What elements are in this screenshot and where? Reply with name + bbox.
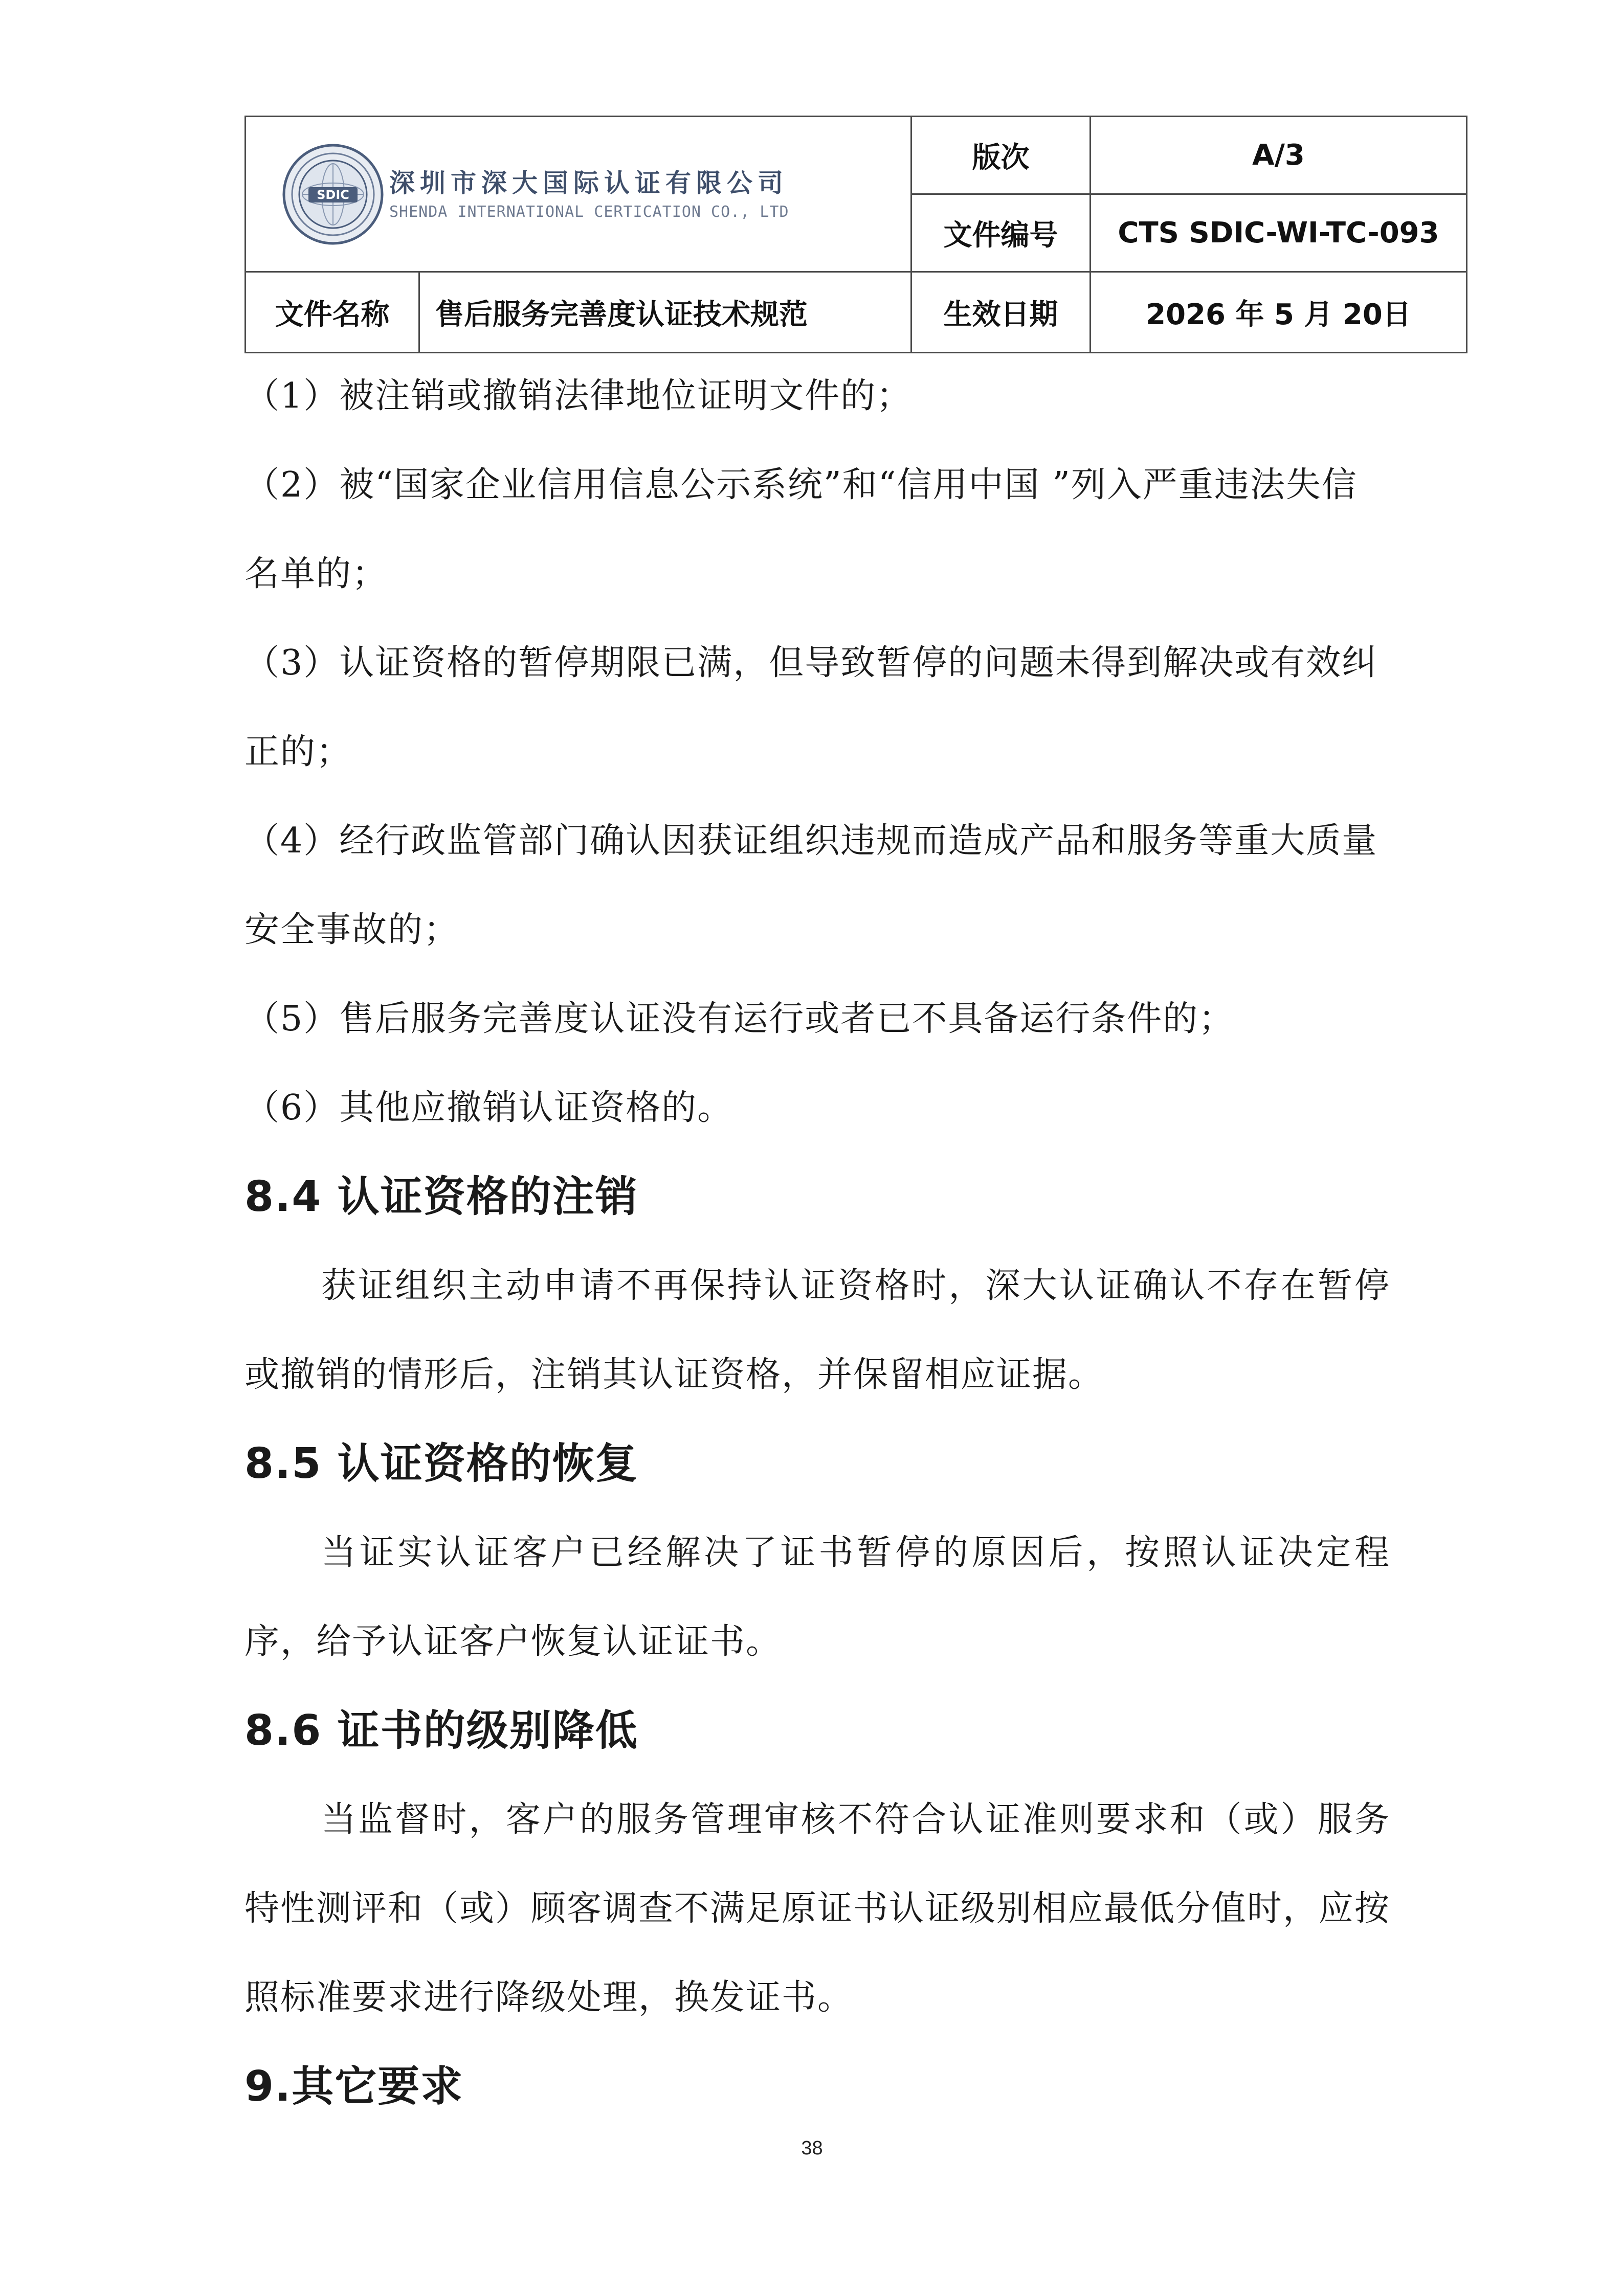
effective-date-label: 生效日期 [911,272,1091,353]
document-header-table [244,116,1467,353]
list-item: （6）其他应撤销认证资格的。 [244,1088,733,1128]
list-item: （1）被注销或撤销法律地位证明文件的； [244,376,913,416]
company-logo [246,143,910,245]
section-heading-8-4: 8.4 认证资格的注销 [244,1173,638,1221]
section-heading-9: 9.其它要求 [244,2062,464,2111]
list-item: （4）经行政监管部门确认因获证组织违规而造成产品和服务等重大质量安全事故的； [244,821,1378,950]
document-body [244,352,1390,2131]
section-heading-8-5: 8.5 认证资格的恢复 [244,1439,638,1488]
doc-number-label: 文件编号 [911,194,1091,272]
list-item: （3）认证资格的暂停期限已满，但导致暂停的问题未得到解决或有效纠正的； [244,643,1378,772]
list-item: （5）售后服务完善度认证没有运行或者已不具备运行条件的； [244,999,1235,1039]
list-item: （2）被“国家企业信用信息公示系统”和“信用中国 ”列入严重违法失信名单的； [244,465,1358,594]
doc-name-value: 售后服务完善度认证技术规范 [419,272,911,353]
doc-name-label: 文件名称 [246,272,419,353]
edition-label: 版次 [911,117,1091,194]
sdic-seal-icon [282,143,384,245]
company-logo-cell [246,117,911,272]
section-text-8-6: 当监督时，客户的服务管理审核不符合认证准则要求和（或）服务特性测评和（或）顾客调查不满足原证书认证级别相应最低分值时，应按照标准要求进行降级处理，换发证书。 [244,1799,1391,2018]
section-heading-8-6: 8.6 证书的级别降低 [244,1706,638,1755]
company-name-en: SHENDA INTERNATIONAL CERTICATION CO., LTD [389,202,789,221]
edition-value: A/3 [1091,117,1467,194]
effective-date-value: 2026 年 5 月 20日 [1091,272,1467,353]
section-text-8-4: 获证组织主动申请不再保持认证资格时，深大认证确认不存在暂停或撤销的情形后，注销其认证资格，并保留相应证据。 [244,1266,1390,1395]
page-number: 38 [801,2137,823,2159]
company-name-cn: 深圳市深大国际认证有限公司 [389,168,788,198]
seal-label: SDIC [317,187,349,202]
doc-number-value: CTS SDIC-WI-TC-093 [1091,194,1467,272]
section-text-8-5: 当证实认证客户已经解决了证书暂停的原因后，按照认证决定程序，给予认证客户恢复认证证书。 [244,1533,1390,1662]
